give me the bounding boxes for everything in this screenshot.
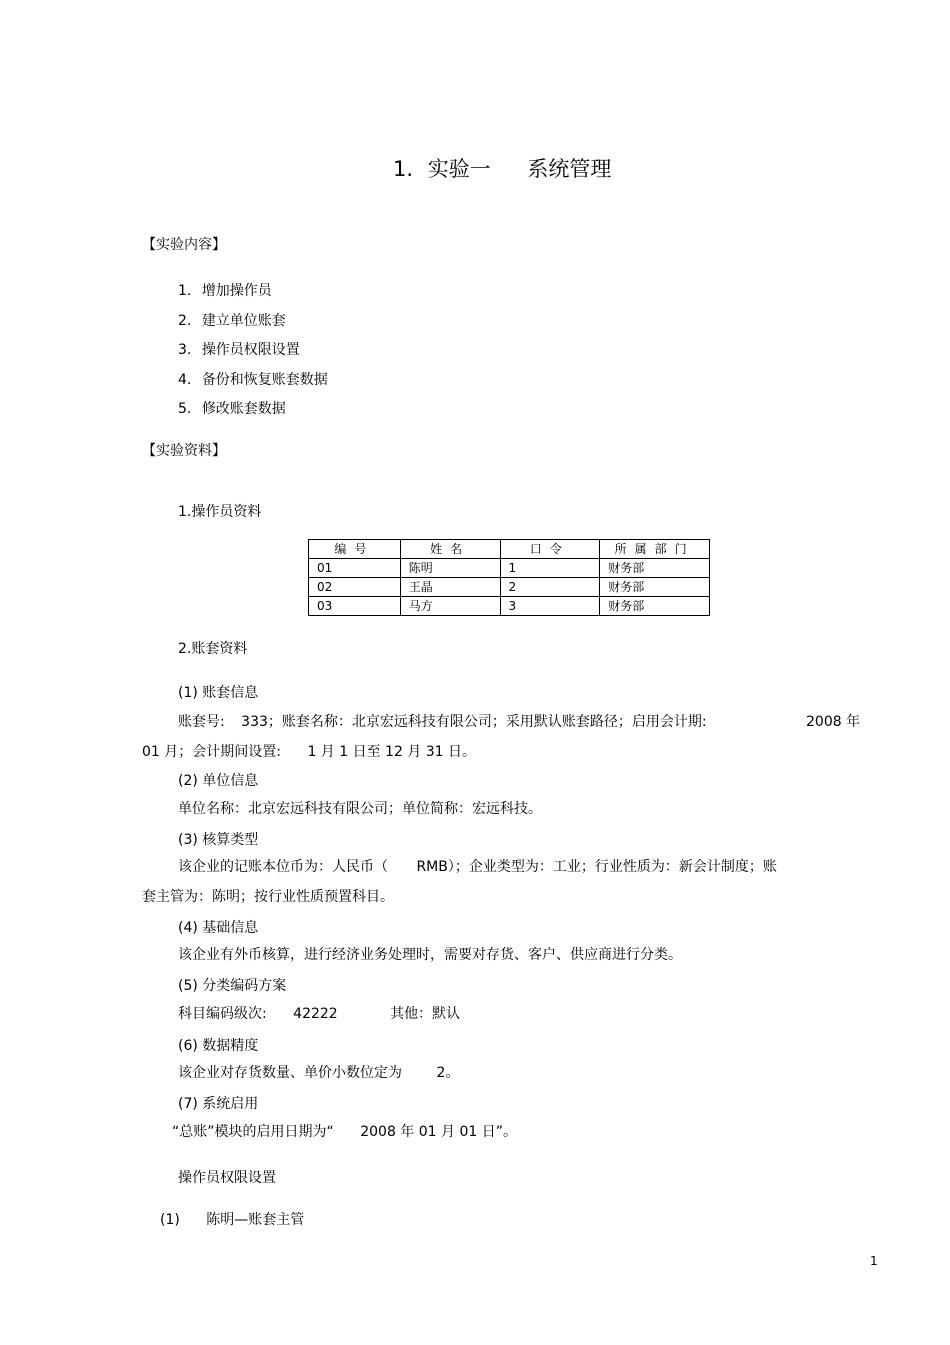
item-text: 建立单位账套 xyxy=(201,313,286,329)
text-span: 科目编码级次: xyxy=(178,1006,267,1022)
permission-heading: 操作员权限设置 xyxy=(178,1170,276,1186)
table-header-cell: 编号 xyxy=(309,540,401,559)
paragraph-line xyxy=(178,1007,460,1021)
table-row xyxy=(309,559,710,578)
table-cell: 陈明 xyxy=(400,559,500,578)
table-cell: 3 xyxy=(500,597,600,616)
paragraph-line xyxy=(142,745,476,759)
text-span: 账套号: xyxy=(178,714,225,730)
text-span: 2008 年 01 月 01 日”。 xyxy=(360,1124,517,1140)
text-span: RMB）；企业类型为：工业；行业性质为：新会计制度；账 xyxy=(416,859,777,875)
section-title: (3) 核算类型 xyxy=(178,832,259,848)
text-span: “总账”模块的启用日期为“ xyxy=(172,1124,334,1140)
paragraph-line xyxy=(178,860,777,874)
operators-heading: 1.操作员资料 xyxy=(178,504,262,520)
section-title: (2) 单位信息 xyxy=(178,773,259,789)
table-cell: 财务部 xyxy=(600,597,710,616)
item-text: 陈明—账套主管 xyxy=(206,1212,305,1228)
section-title: (7) 系统启用 xyxy=(178,1096,259,1112)
text-span: 该企业的记账本位币为：人民币（ xyxy=(178,859,388,875)
table-cell: 财务部 xyxy=(600,578,710,597)
permission-item xyxy=(160,1213,304,1227)
table-header-cell: 姓名 xyxy=(400,540,500,559)
table-cell: 1 xyxy=(500,559,600,578)
paragraph-line: 该企业有外币核算，进行经济业务处理时，需要对存货、客户、供应商进行分类。 xyxy=(178,947,682,963)
table-cell: 王晶 xyxy=(400,578,500,597)
item-number: 2. xyxy=(178,313,192,329)
item-number: 3. xyxy=(178,342,192,358)
table-row xyxy=(309,578,710,597)
item-text: 操作员权限设置 xyxy=(201,342,300,358)
item-number: 1. xyxy=(178,283,192,299)
paragraph-line: 套主管为：陈明；按行业性质预置科目。 xyxy=(142,889,394,905)
table-header-cell: 所属部门 xyxy=(600,540,710,559)
text-span: 42222 xyxy=(293,1006,338,1022)
table-cell: 马方 xyxy=(400,597,500,616)
section-title: (4) 基础信息 xyxy=(178,920,259,936)
table-header-cell: 口令 xyxy=(500,540,600,559)
content-item xyxy=(178,284,272,298)
table-cell: 03 xyxy=(309,597,401,616)
content-item xyxy=(178,402,286,416)
text-span: 2008 年 xyxy=(806,714,861,730)
content-heading: 【实验内容】 xyxy=(142,237,226,253)
item-text: 增加操作员 xyxy=(201,283,272,299)
text-span: 该企业对存货数量、单价小数位定为 xyxy=(178,1065,402,1081)
content-item xyxy=(178,314,286,328)
title-part2: 系统管理 xyxy=(527,157,612,181)
content-item xyxy=(178,343,300,357)
paragraph-line: 单位名称：北京宏远科技有限公司；单位简称：宏远科技。 xyxy=(178,801,542,817)
item-number: 5. xyxy=(178,401,192,417)
operators-table xyxy=(308,539,710,616)
material-heading: 【实验资料】 xyxy=(142,443,226,459)
table-cell: 02 xyxy=(309,578,401,597)
section-title: (1) 账套信息 xyxy=(178,685,259,701)
title-part1: 实验一 xyxy=(427,157,491,181)
title-number: 1. xyxy=(393,157,414,181)
section-title: (6) 数据精度 xyxy=(178,1038,259,1054)
text-span: 其他：默认 xyxy=(390,1006,461,1022)
paragraph-line xyxy=(172,1125,517,1139)
paragraph-line xyxy=(178,1066,459,1080)
text-span: 2。 xyxy=(436,1065,460,1081)
table-row xyxy=(309,597,710,616)
paragraph-line xyxy=(178,715,707,729)
item-number: (1) xyxy=(160,1212,180,1228)
content-item xyxy=(178,373,328,387)
section-title: (5) 分类编码方案 xyxy=(178,978,287,994)
item-number: 4. xyxy=(178,372,192,388)
text-span: 01 月；会计期间设置: xyxy=(142,744,281,760)
table-header-row xyxy=(309,540,710,559)
page-number: 1 xyxy=(870,1254,878,1268)
table-cell: 财务部 xyxy=(600,559,710,578)
text-span: 1 月 1 日至 12 月 31 日。 xyxy=(307,744,477,760)
table-cell: 2 xyxy=(500,578,600,597)
page-title xyxy=(393,159,611,180)
text-span: 333；账套名称：北京宏远科技有限公司；采用默认账套路径；启用会计期: xyxy=(241,714,707,730)
table-cell: 01 xyxy=(309,559,401,578)
account-heading: 2.账套资料 xyxy=(178,641,248,657)
item-text: 备份和恢复账套数据 xyxy=(201,372,328,388)
item-text: 修改账套数据 xyxy=(201,401,286,417)
